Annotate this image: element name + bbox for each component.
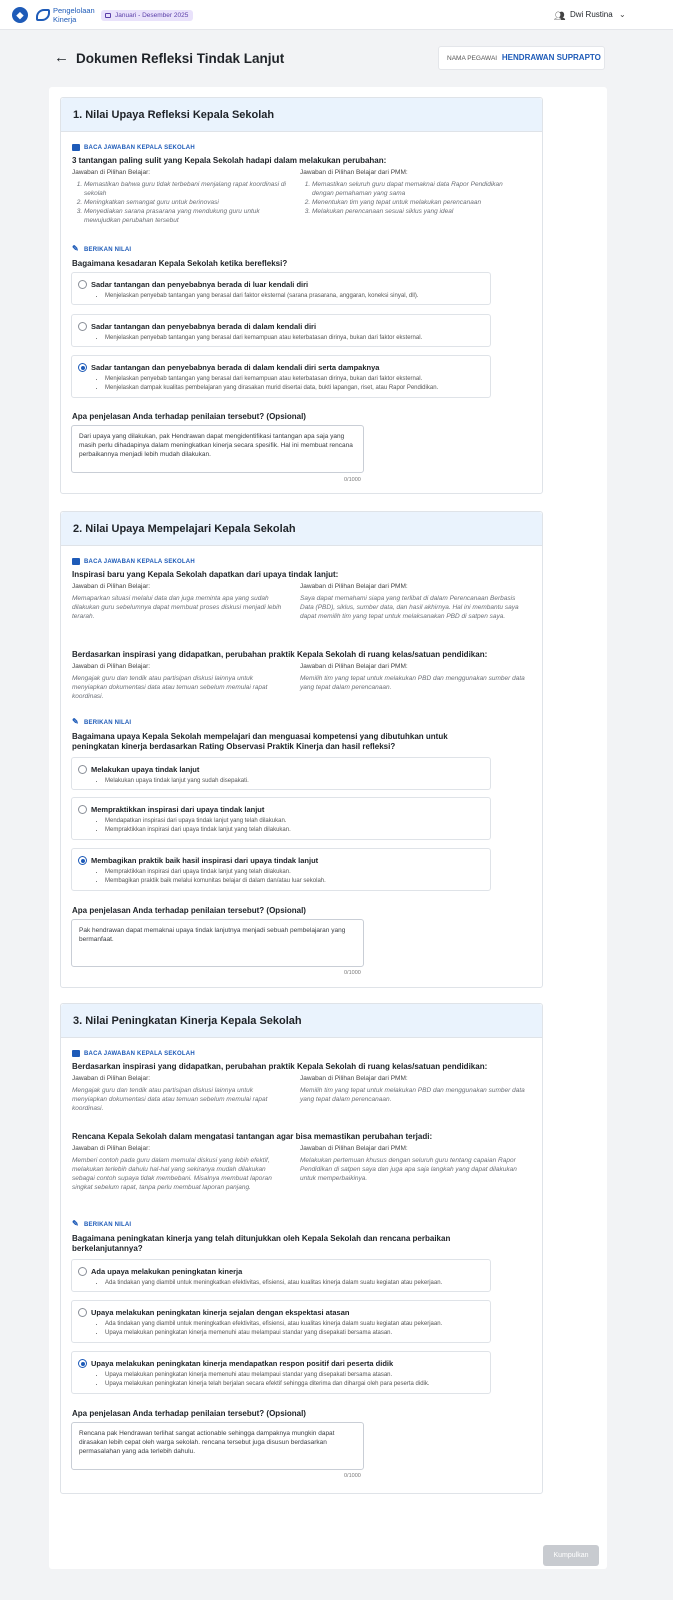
- rating-option-selected[interactable]: [71, 1351, 491, 1394]
- rating-option[interactable]: [71, 314, 491, 347]
- answer-belajar: [72, 180, 287, 225]
- app-logo-icon: [36, 9, 50, 21]
- berikan-nilai-label: ✎ BERIKAN NILAI: [72, 717, 132, 726]
- pencil-icon: ✎: [72, 1219, 79, 1228]
- employee-label: NAMA PEGAWAI: [447, 55, 498, 62]
- baca-jawaban-label: BACA JAWABAN KEPALA SEKOLAH: [72, 144, 195, 152]
- list-item: 2. Menentukan tim yang tepat untuk melakukan perencanaan: [312, 198, 525, 207]
- main-panel: [49, 87, 607, 1569]
- option-bullet: • Menjelaskan penyebab tantangan yang berasal dari faktor eksternal (sarana prasarana, anggaran, koneksi sinyal, dll).: [105, 292, 419, 301]
- question-text: Rencana Kepala Sekolah dalam mengatasi tantangan agar bisa memastikan perubahan terjadi:: [72, 1132, 433, 1141]
- question-text: Berdasarkan inspirasi yang didapatkan, perubahan praktik Kepala Sekolah di ruang kelas/satuan pendidikan:: [72, 1062, 488, 1071]
- option-bullet: • Upaya melakukan peningkatan kinerja telah berjalan secara efektif sehingga diterima dan dihargai oleh para peserta didik.: [105, 1380, 430, 1389]
- back-arrow-icon[interactable]: ←: [54, 49, 69, 66]
- section-mempelajari: [60, 511, 543, 988]
- period-label: Januari - Desember 2025: [115, 12, 189, 19]
- submit-button[interactable]: Kumpulkan: [543, 1545, 599, 1566]
- message-icon: [72, 558, 80, 565]
- col-header-belajar: Jawaban di Pilihan Belajar:: [72, 1145, 151, 1152]
- answer-pmm: Melakukan pertemuan khusus dengan seluruh guru tentang capaian Rapor Pendidikan di satpen saya dan juga apa saja langkah yang dapat dilakukan untuk memperbaikinya.: [300, 1157, 517, 1182]
- rating-option[interactable]: [71, 272, 491, 305]
- option-bullet: • Upaya melakukan peningkatan kinerja memenuhi atau melampaui standar yang disepakati bersama atasan.: [105, 1371, 430, 1380]
- list-item: 1. Memastikan seluruh guru dapat memaknai data Rapor Pendidikan dengan pemahaman yang sama: [312, 180, 525, 198]
- option-bullet: • Mendapatkan inspirasi dari upaya tindak lanjut yang telah dilakukan.: [105, 817, 291, 826]
- question-text: 3 tantangan paling sulit yang Kepala Sekolah hadapi dalam melakukan perubahan:: [72, 156, 387, 165]
- radio-button[interactable]: [78, 1267, 87, 1276]
- app-name: Pengelolaan Kinerja: [53, 6, 95, 24]
- explanation-textarea[interactable]: Pak hendrawan dapat memaknai upaya tindak lanjutnya menjadi sebuah pembelajaran yang bermanfaat.: [71, 919, 364, 967]
- section-peningkatan-kinerja: [60, 1003, 543, 1494]
- list-item: 3. Menyediakan sarana prasarana yang mendukung guru untuk mewujudkan perubahan tersebut: [84, 207, 287, 225]
- option-bullet: • Ada tindakan yang diambil untuk meningkatkan efektivitas, efisiensi, atau kualitas kinerja dalam suatu kegiatan atau pekerjaan.: [105, 1320, 442, 1329]
- option-title: Sadar tantangan dan penyebabnya berada di dalam kendali diri serta dampaknya: [91, 363, 380, 372]
- option-title: Membagikan praktik baik hasil inspirasi dari upaya tindak lanjut: [91, 856, 319, 865]
- char-counter: 0/1000: [344, 1473, 361, 1479]
- berikan-nilai-label: ✎ BERIKAN NILAI: [72, 1219, 132, 1228]
- col-header-pmm: Jawaban di Pilihan Belajar dari PMM:: [300, 1145, 408, 1152]
- col-header-pmm: Jawaban di Pilihan Belajar dari PMM:: [300, 169, 408, 176]
- explanation-label: Apa penjelasan Anda terhadap penilaian tersebut? (Opsional): [72, 906, 306, 915]
- radio-button[interactable]: [78, 1308, 87, 1317]
- option-title: Upaya melakukan peningkatan kinerja sejalan dengan ekspektasi atasan: [91, 1308, 350, 1317]
- char-counter: 0/1000: [344, 970, 361, 976]
- answer-belajar: Mengajak guru dan tendik atau partisipan diskusi lainnya untuk menyiapkan dokumentasi data atau temuan sebelum memulai rapat koordinasi.: [72, 675, 268, 700]
- col-header-belajar: Jawaban di Pilihan Belajar:: [72, 169, 151, 176]
- option-bullet: • Ada tindakan yang diambil untuk meningkatkan efektivitas, efisiensi, atau kualitas kinerja dalam suatu kegiatan atau pekerjaan.: [105, 1279, 442, 1288]
- option-title: Sadar tantangan dan penyebabnya berada di dalam kendali diri: [91, 322, 317, 331]
- radio-button-selected[interactable]: [78, 1359, 87, 1368]
- option-bullet: • Melakukan upaya tindak lanjut yang sudah disepakati.: [105, 777, 249, 786]
- section-title: 2. Nilai Upaya Mempelajari Kepala Sekolah: [61, 512, 542, 546]
- users-icon: 👥︎: [554, 11, 566, 21]
- col-header-pmm: Jawaban di Pilihan Belajar dari PMM:: [300, 663, 408, 670]
- option-bullet: • Menjelaskan dampak kualitas pembelajaran yang dirasakan murid disertai data, bukti lapangan, riset, atau Rapor Pendidikan.: [105, 384, 438, 393]
- option-bullet: • Mempraktikkan inspirasi dari upaya tindak lanjut yang telah dilakukan.: [105, 868, 326, 877]
- user-menu[interactable]: [554, 9, 613, 21]
- radio-button[interactable]: [78, 280, 87, 289]
- col-header-belajar: Jawaban di Pilihan Belajar:: [72, 1075, 151, 1082]
- message-icon: [72, 144, 80, 151]
- rating-question: Bagaimana peningkatan kinerja yang telah ditunjukkan oleh Kepala Sekolah dan rencana perbaikan berkelanjutannya?: [72, 1234, 451, 1253]
- explanation-textarea[interactable]: Dari upaya yang dilakukan, pak Hendrawan dapat mengidentifikasi tantangan apa saja yang masih perlu dihadapinya dalam meningkatkan kinerja secara spesifik. Hal ini membuat rencana perbaikannya menjadi lebih mudah dilakukan.: [71, 425, 364, 473]
- option-bullet: • Menjelaskan penyebab tantangan yang berasal dari kemampuan atau keterbatasan dirinya, bukan dari faktor eksternal.: [105, 375, 438, 384]
- message-icon: [72, 1050, 80, 1057]
- answer-pmm: [300, 180, 525, 216]
- answer-belajar: Memaparkan situasi melalui data dan juga meminta apa yang sudah dilakukan guru sebelumnya dapat membuat proses diskusi menjadi lebih terarah.: [72, 595, 282, 620]
- pencil-icon: ✎: [72, 244, 79, 253]
- option-title: Melakukan upaya tindak lanjut: [91, 765, 200, 774]
- chevron-down-icon[interactable]: ⌄: [619, 10, 626, 19]
- rating-option[interactable]: [71, 1300, 491, 1343]
- rating-question: Bagaimana upaya Kepala Sekolah mempelajari dan menguasai kompetensi yang dibutuhkan untuk peningkatan kinerja berdasarkan Rating Observasi Praktik Kinerja dan hasil refleksi?: [72, 732, 448, 751]
- rating-question: Bagaimana kesadaran Kepala Sekolah ketika berefleksi?: [72, 259, 288, 268]
- answer-belajar: Mengajak guru dan tendik atau partisipan diskusi lainnya untuk menyiapkan dokumentasi data atau temuan sebelum memulai rapat koordinasi.: [72, 1087, 268, 1112]
- section-refleksi: [60, 97, 543, 494]
- question-text: Berdasarkan inspirasi yang didapatkan, perubahan praktik Kepala Sekolah di ruang kelas/satuan pendidikan:: [72, 650, 488, 659]
- radio-button-selected[interactable]: [78, 363, 87, 372]
- list-item: 3. Melakukan perencanaan sesuai siklus yang ideal: [312, 207, 525, 216]
- explanation-label: Apa penjelasan Anda terhadap penilaian tersebut? (Opsional): [72, 412, 306, 421]
- radio-button[interactable]: [78, 765, 87, 774]
- col-header-pmm: Jawaban di Pilihan Belajar dari PMM:: [300, 1075, 408, 1082]
- baca-jawaban-label: BACA JAWABAN KEPALA SEKOLAH: [72, 1050, 195, 1058]
- top-bar: [0, 0, 673, 30]
- col-header-belajar: Jawaban di Pilihan Belajar:: [72, 663, 151, 670]
- option-bullet: • Mempraktikkan inspirasi dari upaya tindak lanjut yang telah dilakukan.: [105, 826, 291, 835]
- option-title: Ada upaya melakukan peningkatan kinerja: [91, 1267, 243, 1276]
- rating-option-selected[interactable]: [71, 355, 491, 398]
- answer-belajar: Memberi contoh pada guru dalam memulai diskusi yang lebih efektif, melakukan terlebih dahulu hal-hal yang sekiranya mudah dilakukan sebagai contoh supaya tidak membebani. Misalnya membuat laporan singkat sebelum rapat, tanpa perlu membuat laporan panjang.: [72, 1157, 272, 1191]
- page-title: Dokumen Refleksi Tindak Lanjut: [76, 51, 285, 66]
- rating-option[interactable]: [71, 757, 491, 790]
- option-title: Sadar tantangan dan penyebabnya berada di luar kendali diri: [91, 280, 309, 289]
- employee-name: HENDRAWAN SUPRAPTO: [501, 53, 601, 62]
- kemendikbud-logo: ◆: [12, 7, 28, 23]
- period-badge: [101, 10, 193, 21]
- col-header-belajar: Jawaban di Pilihan Belajar:: [72, 583, 151, 590]
- section-title: 1. Nilai Upaya Refleksi Kepala Sekolah: [61, 98, 542, 132]
- col-header-pmm: Jawaban di Pilihan Belajar dari PMM:: [300, 583, 408, 590]
- explanation-textarea[interactable]: Rencana pak Hendrawan terlihat sangat actionable sehingga dampaknya mungkin dapat dirasakan lebih cepat oleh warga sekolah. rencana tersebut juga disusun berdasarkan permasalahan yang ada terlebih dahulu.: [71, 1422, 364, 1470]
- option-bullet: • Menjelaskan penyebab tantangan yang berasal dari kemampuan atau keterbatasan dirinya, bukan dari faktor eksternal.: [105, 334, 422, 343]
- berikan-nilai-label: ✎ BERIKAN NILAI: [72, 244, 132, 253]
- list-item: 1. Memastikan bahwa guru tidak terbebani menjalang rapat koordinasi di sekolah: [84, 180, 287, 198]
- answer-pmm: Saya dapat memahami siapa yang terlibat di dalam Perencanaan Berbasis Data (PBD), siklus, sumber data, dan hasil akhirnya. Hal ini membantu saya dapat memilih tim yang tepat untuk melaksanakan PBD di satpen saya.: [300, 595, 519, 620]
- question-text: Inspirasi baru yang Kepala Sekolah dapatkan dari upaya tindak lanjut:: [72, 570, 339, 579]
- option-title: Mempraktikkan inspirasi dari upaya tindak lanjut: [91, 805, 265, 814]
- rating-option-selected[interactable]: [71, 848, 491, 891]
- rating-option[interactable]: [71, 1259, 491, 1292]
- char-counter: 0/1000: [344, 477, 361, 483]
- user-name: Dwi Rustina: [570, 10, 613, 19]
- calendar-icon: [105, 13, 111, 18]
- pencil-icon: ✎: [72, 717, 79, 726]
- option-title: Upaya melakukan peningkatan kinerja mendapatkan respon positif dari peserta didik: [91, 1359, 394, 1368]
- radio-button-selected[interactable]: [78, 856, 87, 865]
- answer-pmm: Memilih tim yang tepat untuk melakukan PBD dan menggunakan sumber data yang tepat dalam perencanaan.: [300, 675, 525, 691]
- rating-option[interactable]: [71, 797, 491, 840]
- section-title: 3. Nilai Peningkatan Kinerja Kepala Sekolah: [61, 1004, 542, 1038]
- option-bullet: • Upaya melakukan peningkatan kinerja memenuhi atau melampaui standar yang disepakati bersama atasan.: [105, 1329, 442, 1338]
- option-bullet: • Membagikan praktik baik melalui komunitas belajar di dalam dan/atau luar sekolah.: [105, 877, 326, 886]
- employee-badge: [438, 46, 605, 70]
- explanation-label: Apa penjelasan Anda terhadap penilaian tersebut? (Opsional): [72, 1409, 306, 1418]
- baca-jawaban-label: BACA JAWABAN KEPALA SEKOLAH: [72, 558, 195, 566]
- radio-button[interactable]: [78, 805, 87, 814]
- answer-pmm: Memilih tim yang tepat untuk melakukan PBD dan menggunakan sumber data yang tepat dalam perencanaan.: [300, 1087, 525, 1103]
- list-item: 2. Meningkatkan semangat guru untuk berinovasi: [84, 198, 287, 207]
- radio-button[interactable]: [78, 322, 87, 331]
